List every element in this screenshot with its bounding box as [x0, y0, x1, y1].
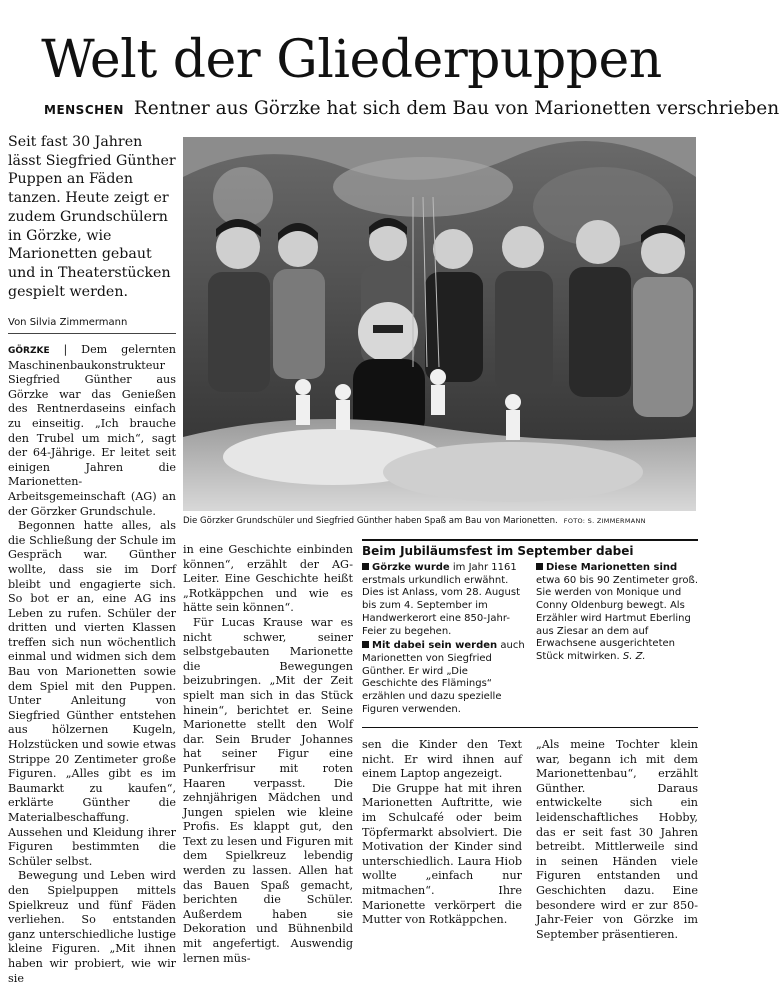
square-bullet-icon	[536, 563, 543, 570]
subheadline-text: Rentner aus Görzke hat sich dem Bau von Marionetten verschrieben	[133, 98, 779, 119]
infobox-item: Görzke wurde im Jahr 1161 erstmals urkundlich erwähnt. Dies ist Anlass, vom 28. August bis zum 4. September im Handwerkerort eine 850-Jahr-Feier zu begehen.	[362, 562, 521, 637]
byline: Von Silvia Zimmermann	[8, 317, 128, 328]
paragraph: Die Gruppe hat mit ihren Marionetten Auftritte, wie im Schulcafé oder beim Töpfermarkt absolviert. Die Motivation der Kinder sind unterschiedlich. Laura Hiob wollte „einfach nur mitmachen“. Ihre Marionette verkörpert die Mutter von Rotkäppchen.	[362, 781, 522, 927]
headline: Welt der Gliederpuppen	[41, 30, 662, 90]
paragraph: GÖRZKE | Dem gelernten Maschinenbaukonstrukteur Siegfried Günther aus Görzke war das Genießen des Rentnerdaseins einfach zu einseitig. „Ich brauche den Trubel um mich“, sagt der 64-Jährige. Er leitet seit einigen Jahren die Marionetten-Arbeitsgemeinschaft (AG) an der Görzker Grundschule.	[8, 343, 176, 518]
dateline: GÖRZKE	[8, 346, 50, 356]
square-bullet-icon	[362, 563, 369, 570]
photo-illustration	[183, 137, 696, 511]
photo-credit: FOTO: S. ZIMMERMANN	[563, 517, 646, 525]
infobox-column-left	[362, 562, 526, 718]
body-column-4	[536, 738, 698, 942]
paragraph: Für Lucas Krause war es nicht schwer, seiner selbstgebauten Marionette die Bewegungen beizubringen. „Mit der Zeit spielt man sich in das Stück hinein“, berichtet er. Seine Marionette stellt den Wolf dar. Sein Bruder Johannes hat seiner Figur eine Punkerfrisur mit roten Haaren verpasst. Die zehnjährigen Mädchen und Jungen spielen wie kleine Profis. Es klappt gut, den Text zu lesen und Figuren mit dem Spielkreuz lebendig werden zu lassen. Allen hat das Bauen Spaß gemacht, berichten die Schüler. Außerdem haben sie Dekoration und Bühnenbild mit angefertigt. Auswendig lernen müs-	[183, 615, 353, 965]
article-photo	[183, 137, 696, 511]
paragraph: „Als meine Tochter klein war, begann ich mit dem Marionettenbau“, erzählt Günther. Daraus entwickelte sich ein leidenschaftliches Hobby, das er seit fast 30 Jahren betreibt. Mittlerweile sind in seinen Händen viele Figuren entstanden und Geschichten dazu. Eine besondere wird er zur 850-Jahr-Feier von Görzke im September präsentieren.	[536, 738, 698, 941]
paragraph: Begonnen hatte alles, als die Schließung der Schule im Gespräch war. Günther wollte, dass sie im Dorf bleibt und engagierte sich. So bot er an, eine AG ins Leben zu rufen. Schüler der dritten und vierten Klassen treffen sich nun wöchentlich einmal und widmen sich dem Bau von Marionetten sowie dem Spiel mit den Puppen. Unter Anleitung von Siegfried Günther entstehen aus hölzernen Kugeln, Holzstücken und sowie etwas Strippe 20 Zentimeter große Figuren. „Alles gibt es im Baumarkt zu kaufen“, erklärte Günther die Materialbeschaffung. Aussehen und Kleidung ihrer Figuren bestimmten die Schüler selbst.	[8, 519, 176, 868]
rubric-label: MENSCHEN	[44, 103, 124, 117]
infobox-author: S. Z.	[622, 650, 646, 662]
body-column-1	[8, 343, 176, 986]
caption-text: Die Görzker Grundschüler und Siegfried Günther haben Spaß am Bau von Marionetten.	[183, 516, 558, 526]
subheadline	[44, 97, 779, 122]
infobox-item: Diese Marionetten sind etwa 60 bis 90 Zentimeter groß. Sie werden von Monique und Conny Oldenburg bewegt. Als Erzähler wird Hartmut Eberling aus Ziesar an dem auf Erwachsene ausgerichteten Stück mitwirken. S. Z.	[536, 562, 699, 662]
square-bullet-icon	[362, 641, 369, 648]
paragraph: in eine Geschichte einbinden können“, erzählt der AG-Leiter. Eine Geschichte heißt „Rotkäppchen und wie es hätte sein können“.	[183, 543, 353, 615]
article-lead: Seit fast 30 Jahren lässt Siegfried Günther Puppen an Fäden tanzen. Heute zeigt er zudem Grundschülern in Görzke, wie Marionetten gebaut und in Theaterstücken gespielt werden.	[8, 134, 176, 300]
lead-divider	[8, 333, 176, 334]
infobox-title: Beim Jubiläumsfest im September dabei	[362, 544, 634, 558]
infobox-item: Mit dabei sein werden auch Marionetten von Siegfried Günther. Er wird „Die Geschichte des Flämings“ erzählen und dazu spezielle Figuren verwenden.	[362, 640, 525, 715]
photo-caption	[183, 515, 698, 527]
infobox-top-rule	[362, 539, 698, 541]
infobox-column-right	[536, 562, 698, 666]
paragraph: sen die Kinder den Text nicht. Er wird ihnen auf einem Laptop angezeigt.	[362, 738, 522, 781]
body-column-3	[362, 738, 522, 928]
body-column-2	[183, 543, 353, 966]
infobox-bottom-rule	[362, 727, 698, 728]
paragraph: Bewegung und Leben wird den Spielpuppen mittels Spielkreuz und fünf Fäden verliehen. So entstanden ganz unterschiedliche lustige kleine Figuren. „Mit ihnen haben wir probiert, wie wir sie	[8, 869, 176, 985]
